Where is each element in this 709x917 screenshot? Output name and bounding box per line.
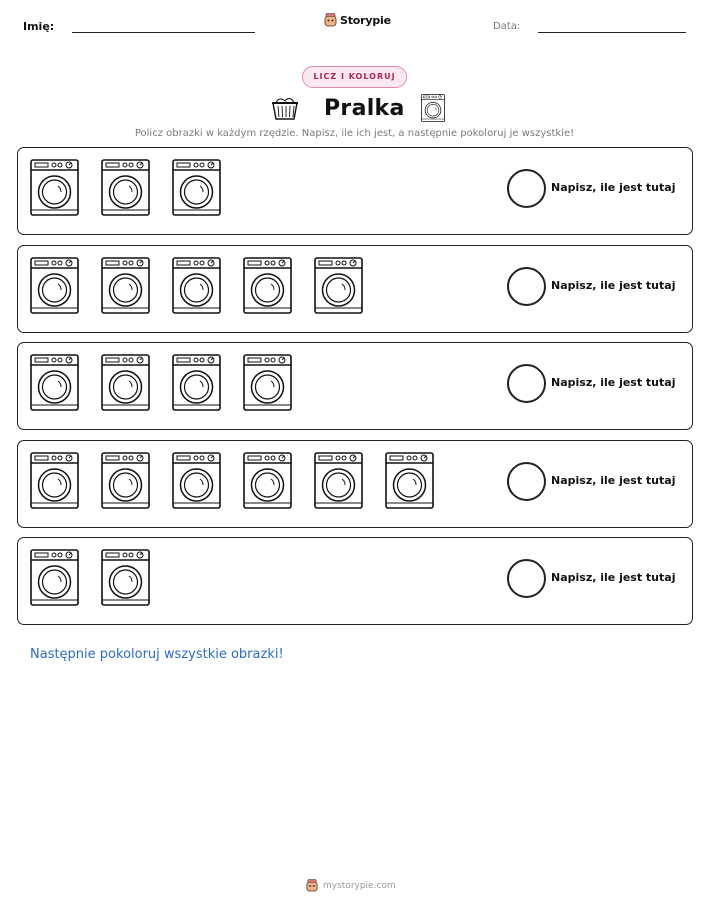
answer-circle[interactable] bbox=[507, 267, 546, 306]
washing-machine-icon[interactable] bbox=[172, 452, 221, 509]
washing-machine-icon[interactable] bbox=[101, 452, 150, 509]
picture-group bbox=[30, 354, 292, 411]
answer-circle[interactable] bbox=[507, 559, 546, 598]
storypie-logo-icon bbox=[324, 13, 337, 27]
washing-machine-icon[interactable] bbox=[101, 549, 150, 606]
washing-machine-icon[interactable] bbox=[385, 452, 434, 509]
answer-label: Napisz, ile jest tutaj bbox=[551, 279, 676, 292]
picture-group bbox=[30, 549, 150, 606]
name-label: Imię: bbox=[23, 20, 55, 33]
instructions-text: Policz obrazki w każdym rzędzie. Napisz, ile ich jest, a następnie pokoloruj je wszystkie! bbox=[134, 128, 575, 139]
name-field-line[interactable] bbox=[72, 32, 255, 33]
picture-group bbox=[30, 452, 434, 509]
brand-logo bbox=[324, 13, 391, 27]
washing-machine-icon[interactable] bbox=[30, 549, 79, 606]
activity-tag: LICZ I KOLORUJ bbox=[302, 66, 407, 88]
washing-machine-icon[interactable] bbox=[101, 257, 150, 314]
washing-machine-icon[interactable] bbox=[30, 159, 79, 216]
answer-circle[interactable] bbox=[507, 462, 546, 501]
date-field-line[interactable] bbox=[538, 32, 686, 33]
date-label: Data: bbox=[493, 21, 521, 32]
answer-label: Napisz, ile jest tutaj bbox=[551, 181, 676, 194]
counting-row bbox=[17, 537, 693, 625]
laundry-basket-icon bbox=[270, 95, 300, 121]
counting-row bbox=[17, 245, 693, 333]
washing-machine-icon[interactable] bbox=[243, 452, 292, 509]
answer-label: Napisz, ile jest tutaj bbox=[551, 571, 676, 584]
washing-machine-icon[interactable] bbox=[243, 257, 292, 314]
worksheet-header bbox=[0, 0, 709, 50]
washing-machine-icon[interactable] bbox=[30, 354, 79, 411]
washing-machine-icon[interactable] bbox=[172, 257, 221, 314]
washing-machine-icon[interactable] bbox=[172, 354, 221, 411]
washing-machine-icon[interactable] bbox=[101, 159, 150, 216]
picture-group bbox=[30, 159, 221, 216]
answer-circle[interactable] bbox=[507, 364, 546, 403]
washing-machine-icon[interactable] bbox=[172, 159, 221, 216]
title-row bbox=[270, 91, 445, 125]
page-title: Pralka bbox=[324, 95, 405, 121]
picture-group bbox=[30, 257, 363, 314]
storypie-logo-icon bbox=[306, 879, 318, 892]
answer-label: Napisz, ile jest tutaj bbox=[551, 474, 676, 487]
washing-machine-icon[interactable] bbox=[314, 452, 363, 509]
counting-row bbox=[17, 440, 693, 528]
washing-machine-icon[interactable] bbox=[243, 354, 292, 411]
counting-row bbox=[17, 342, 693, 430]
washing-machine-icon[interactable] bbox=[101, 354, 150, 411]
page-footer bbox=[306, 879, 396, 892]
answer-label: Napisz, ile jest tutaj bbox=[551, 376, 676, 389]
washing-machine-icon[interactable] bbox=[314, 257, 363, 314]
brand-name: Storypie bbox=[340, 13, 391, 27]
washing-machine-icon[interactable] bbox=[30, 257, 79, 314]
coloring-instruction: Następnie pokoloruj wszystkie obrazki! bbox=[30, 647, 284, 662]
site-url: mystorypie.com bbox=[323, 880, 396, 891]
washing-machine-icon[interactable] bbox=[30, 452, 79, 509]
answer-circle[interactable] bbox=[507, 169, 546, 208]
counting-row bbox=[17, 147, 693, 235]
washing-machine-icon bbox=[421, 94, 445, 122]
